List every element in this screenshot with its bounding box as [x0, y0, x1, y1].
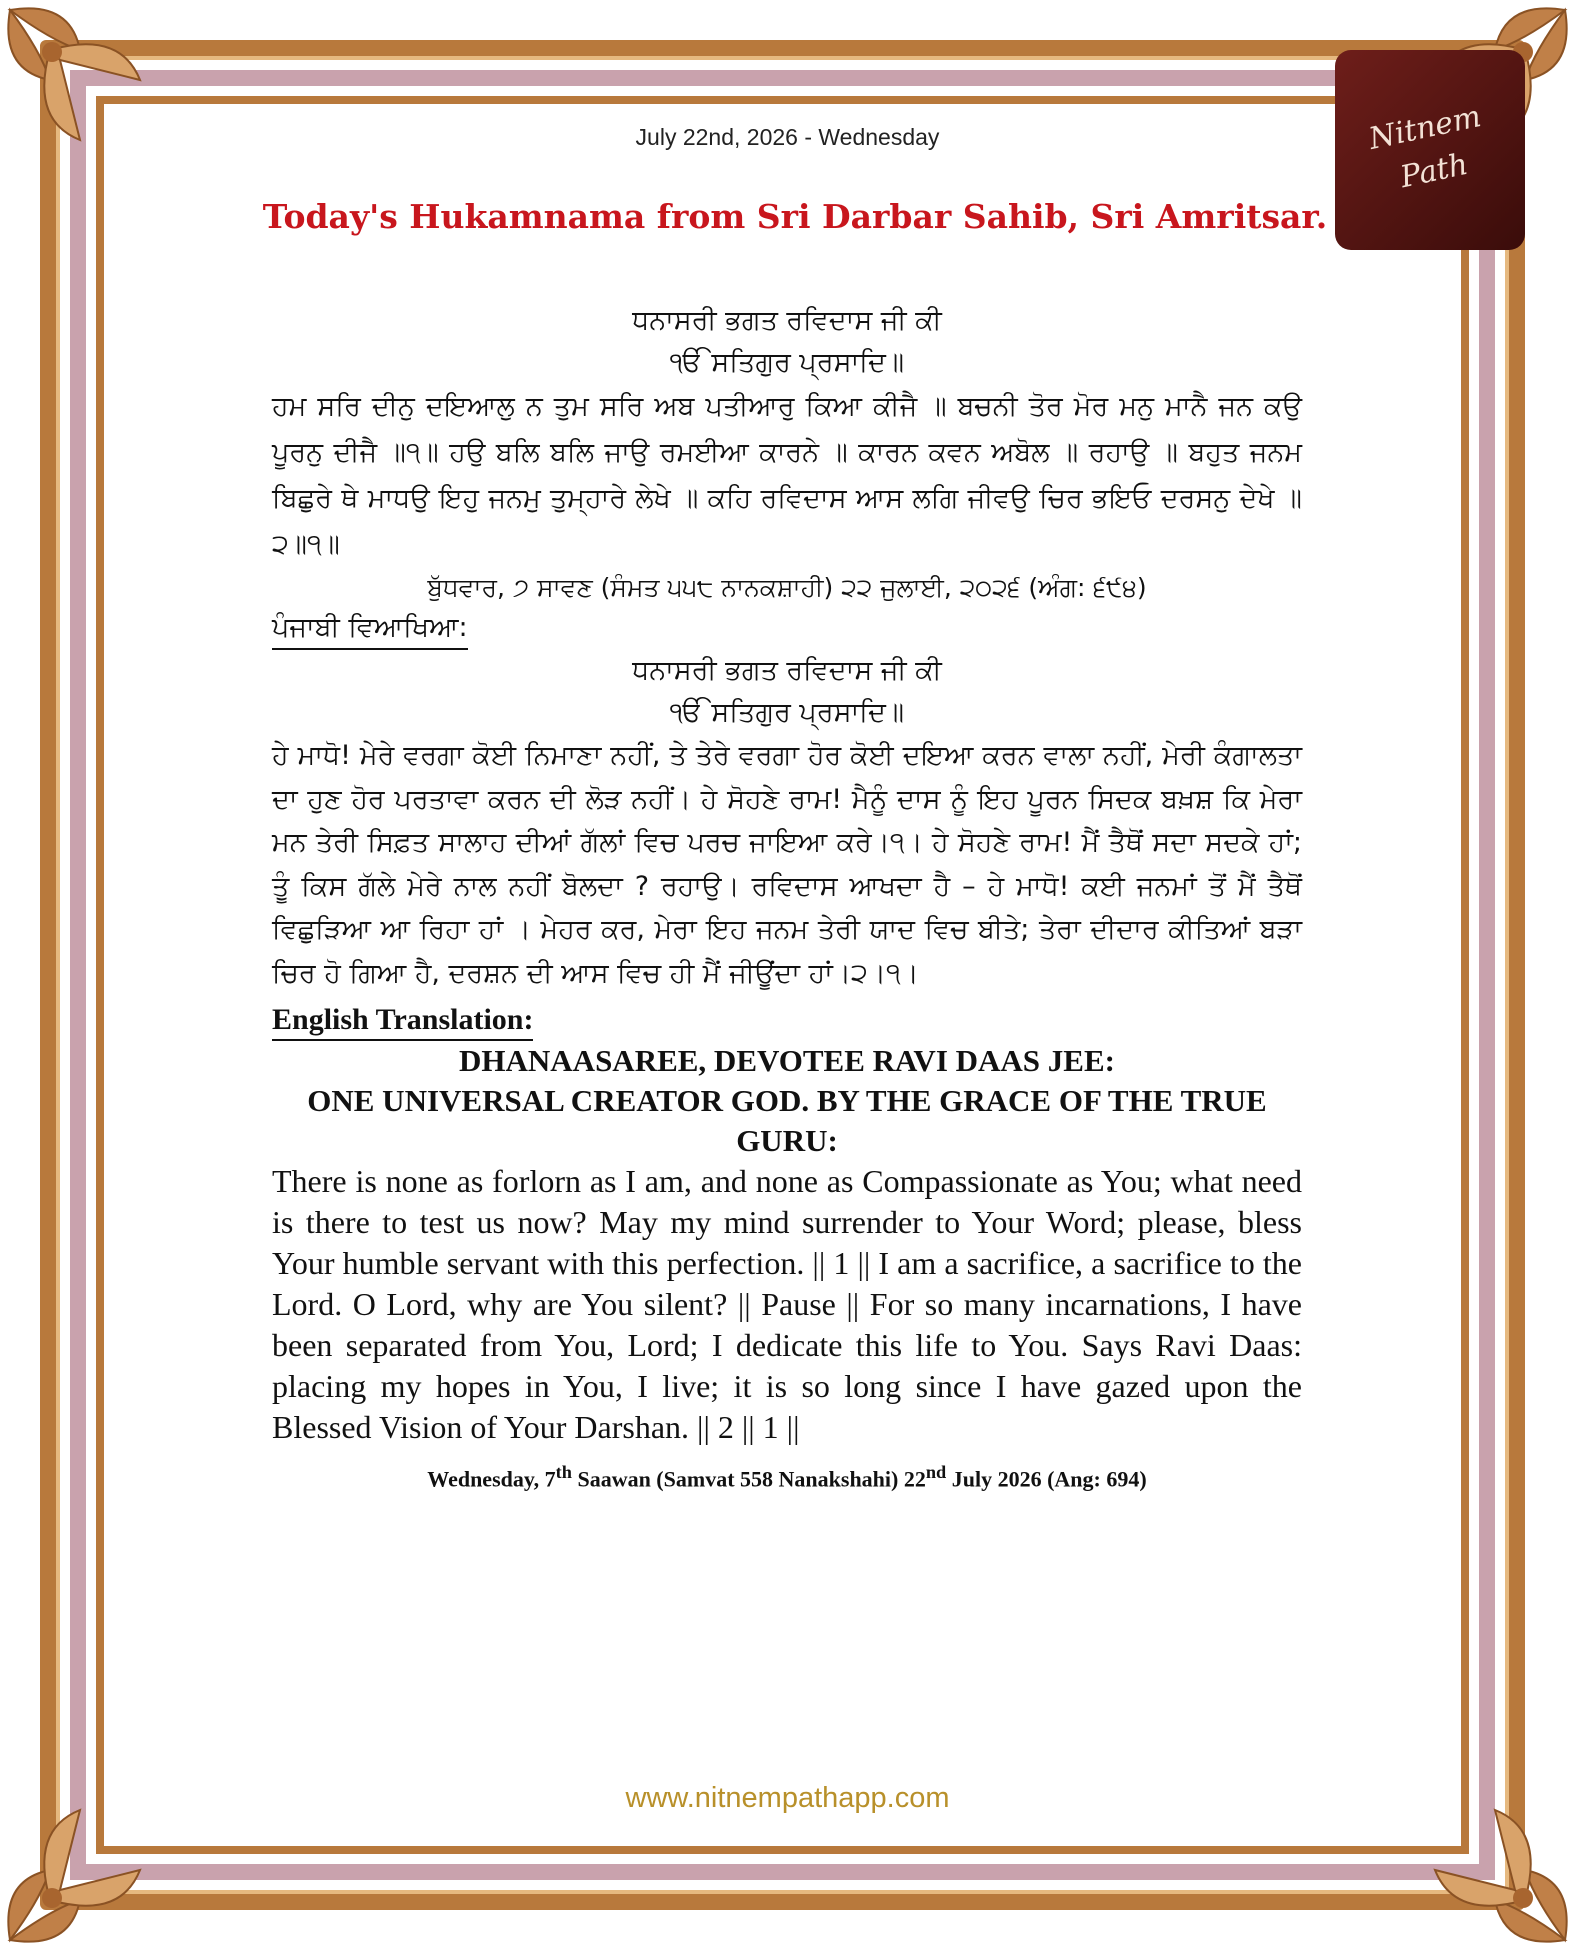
ribbon-bow-bottom-left [0, 1790, 160, 1960]
date-sup-1: th [555, 1462, 572, 1482]
english-date-line [272, 1452, 1302, 1499]
gurbani-mool-mantar: ੴ ਸਤਿਗੁਰ ਪ੍ਰਸਾਦਿ॥ [669, 347, 905, 378]
website-link[interactable]: www.nitnempathapp.com [625, 1782, 950, 1814]
hukamnama-content [272, 300, 1302, 1499]
date-end: July 2026 (Ang: 694) [946, 1466, 1147, 1492]
gurbani-date-line: ਬੁੱਧਵਾਰ, ੭ ਸਾਵਣ (ਸੰਮਤ ੫੫੮ ਨਾਨਕਸ਼ਾਹੀ) ੨੨ ਜੁਲਾਈ, ੨੦੨੬ (ਅੰਗ: ੬੯੪) [427, 573, 1147, 602]
logo-line-1: Nitnem [1366, 99, 1485, 157]
ribbon-bow-bottom-right [1415, 1790, 1575, 1960]
punjabi-mool-mantar: ੴ ਸਤਿਗੁਰ ਪ੍ਰਸਾਦਿ॥ [669, 697, 905, 728]
page-title: Today's Hukamnama from Sri Darbar Sahib, Sri Amritsar. [262, 197, 1328, 236]
english-heading-1: DHANAASAREE, DEVOTEE RAVI DAAS JEE: [459, 1043, 1115, 1078]
english-heading-2: ONE UNIVERSAL CREATOR GOD. BY THE GRACE OF THE TRUE GURU: [307, 1083, 1267, 1158]
date-line: July 22nd, 2026 - Wednesday [635, 124, 940, 150]
date-weekday: Wednesday, 7 [427, 1466, 556, 1492]
logo-line-2: Path [1397, 146, 1472, 196]
punjabi-explanation: ਹੇ ਮਾਧੋ! ਮੇਰੇ ਵਰਗਾ ਕੋਈ ਨਿਮਾਣਾ ਨਹੀਂ, ਤੇ ਤੇਰੇ ਵਰਗਾ ਹੋਰ ਕੋਈ ਦਇਆ ਕਰਨ ਵਾਲਾ ਨਹੀਂ, ਮੇਰੀ ਕੰਗਾਲਤਾ ਦਾ ਹੁਣ ਹੋਰ ਪਰਤਾਵਾ ਕਰਨ ਦੀ ਲੋੜ ਨਹੀਂ। ਹੇ ਸੋਹਣੇ ਰਾਮ! ਮੈਨੂੰ ਦਾਸ ਨੂੰ ਇਹ ਪੂਰਨ ਸਿਦਕ ਬਖ਼ਸ਼ ਕਿ ਮੇਰਾ ਮਨ ਤੇਰੀ ਸਿਫ਼ਤ ਸਾਲਾਹ ਦੀਆਂ ਗੱਲਾਂ ਵਿਚ ਪਰਚ ਜਾਇਆ ਕਰੇ।੧। ਹੇ ਸੋਹਣੇ ਰਾਮ! ਮੈਂ ਤੈਥੋਂ ਸਦਾ ਸਦਕੇ ਹਾਂ; ਤੂੰ ਕਿਸ ਗੱਲੇ ਮੇਰੇ ਨਾਲ ਨਹੀਂ ਬੋਲਦਾ ? ਰਹਾਉ। ਰਵਿਦਾਸ ਆਖਦਾ ਹੈ – ਹੇ ਮਾਧੋ! ਕਈ ਜਨਮਾਂ ਤੋਂ ਮੈਂ ਤੈਥੋਂ ਵਿਛੁੜਿਆ ਆ ਰਿਹਾ ਹਾਂ । ਮੇਹਰ ਕਰ, ਮੇਰਾ ਇਹ ਜਨਮ ਤੇਰੀ ਯਾਦ ਵਿਚ ਬੀਤੇ; ਤੇਰਾ ਦੀਦਾਰ ਕੀਤਿਆਂ ਬੜਾ ਚਿਰ ਹੋ ਗਿਆ ਹੈ, ਦਰਸ਼ਨ ਦੀ ਆਸ ਵਿਚ ਹੀ ਮੈਂ ਜੀਊਂਦਾ ਹਾਂ।੨।੧। [272, 740, 1302, 989]
gurbani-text: ਹਮ ਸਰਿ ਦੀਨੁ ਦਇਆਲੁ ਨ ਤੁਮ ਸਰਿ ਅਬ ਪਤੀਆਰੁ ਕਿਆ ਕੀਜੈ ॥ ਬਚਨੀ ਤੋਰ ਮੋਰ ਮਨੁ ਮਾਨੈ ਜਨ ਕਉ ਪੂਰਨੁ ਦੀਜੈ ॥੧॥ ਹਉ ਬਲਿ ਬਲਿ ਜਾਉ ਰਮਈਆ ਕਾਰਨੇ ॥ ਕਾਰਨ ਕਵਨ ਅਬੋਲ ॥ ਰਹਾਉ ॥ ਬਹੁਤ ਜਨਮ ਬਿਛੁਰੇ ਥੇ ਮਾਧਉ ਇਹੁ ਜਨਮੁ ਤੁਮ੍ਹਾਰੇ ਲੇਖੇ ॥ ਕਹਿ ਰਵਿਦਾਸ ਆਸ ਲਗਿ ਜੀਵਉ ਚਿਰ ਭਇਓ ਦਰਸਨੁ ਦੇਖੇ ॥੨॥੧॥ [272, 391, 1302, 560]
english-section-label: English Translation: [272, 1001, 533, 1041]
english-translation: There is none as forlorn as I am, and none as Compassionate as You; what need is there to test us now? May my mind surrender to Your Word; please, bless Your humble servant with this perfection. || 1 || I am a sacrifice, a sacrifice to the Lord. O Lord, why are You silent? || Pause || For so many incarnations, I have been separated from You, Lord; I dedicate this life to You. Says Ravi Daas: placing my hopes in You, I live; it is so long since I have gazed upon the Blessed Vision of Your Darshan. || 2 || 1 || [272, 1163, 1302, 1445]
date-sup-2: nd [925, 1462, 947, 1482]
gurbani-heading: ਧਨਾਸਰੀ ਭਗਤ ਰਵਿਦਾਸ ਜੀ ਕੀ [632, 305, 942, 336]
punjabi-section-label: ਪੰਜਾਬੀ ਵਿਆਖਿਆ: [272, 608, 468, 650]
punjabi-heading: ਧਨਾਸਰੀ ਭਗਤ ਰਵਿਦਾਸ ਜੀ ਕੀ [632, 655, 942, 686]
date-middle: Saawan (Samvat 558 Nanakshahi) 22 [571, 1466, 926, 1492]
